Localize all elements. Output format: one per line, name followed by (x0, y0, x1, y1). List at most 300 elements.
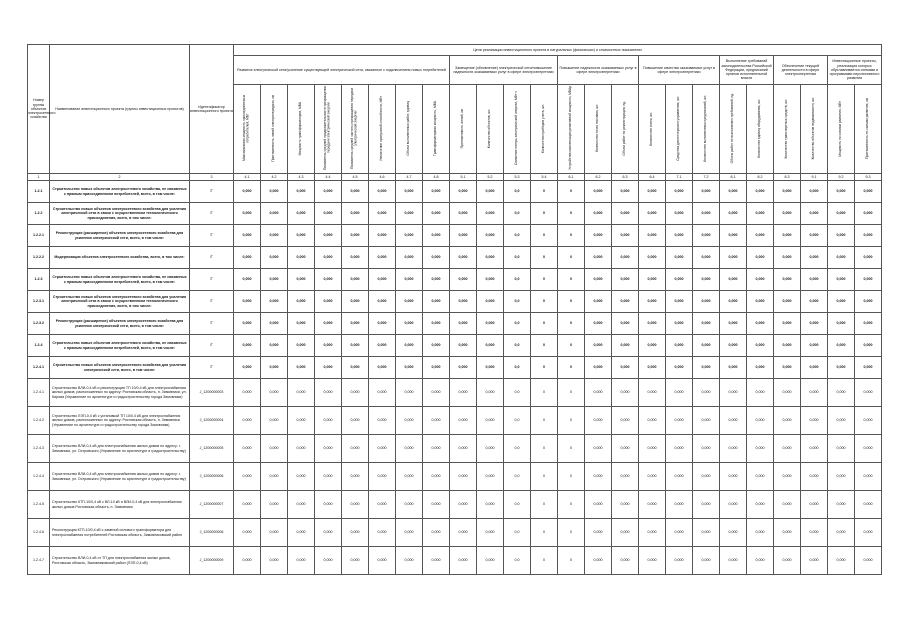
row-value-cell: 0,0 (504, 519, 531, 547)
row-value-cell: 0,000 (585, 247, 612, 269)
table-row (28, 463, 882, 491)
row-value-cell: 0,000 (693, 379, 720, 407)
row-value-cell: 0,000 (666, 463, 693, 491)
row-value-cell: 0,000 (612, 181, 639, 203)
row-value-cell: 0,000 (801, 491, 828, 519)
row-value-cell: 0,000 (720, 313, 747, 335)
row-value-cell: 0,000 (774, 269, 801, 291)
row-value-cell: 0 (558, 247, 585, 269)
row-value-cell: 0,0 (504, 357, 531, 379)
row-value-cell: 0,000 (234, 379, 261, 407)
row-value-cell: 0,000 (585, 491, 612, 519)
column-number-cell: 4.7 (396, 174, 423, 181)
header-subcol-18 (693, 85, 720, 174)
row-value-cell: 0,000 (666, 335, 693, 357)
row-value-cell: 0 (531, 291, 558, 313)
row-value-cell: 0,000 (342, 407, 369, 435)
header-subcol-label: Устройства компенсации реактивной мощности, МВАр (568, 86, 573, 171)
row-value-cell: 0,000 (450, 435, 477, 463)
row-value-cell: 0,000 (234, 225, 261, 247)
row-value-cell: 0,000 (450, 291, 477, 313)
header-subcol-21 (774, 85, 801, 174)
row-value-cell: 0,000 (639, 291, 666, 313)
row-id-cell: J_1200000009 (190, 547, 234, 575)
row-value-cell: 0,000 (585, 269, 612, 291)
row-value-cell: 0,000 (720, 491, 747, 519)
column-number-cell: 5.3 (504, 174, 531, 181)
row-value-cell: 0,000 (639, 335, 666, 357)
row-value-cell: 0,000 (315, 203, 342, 225)
row-value-cell: 0,000 (747, 247, 774, 269)
row-value-cell: 0,000 (828, 247, 855, 269)
row-value-cell: 0,000 (666, 435, 693, 463)
table-row (28, 181, 882, 203)
row-value-cell: 0,000 (693, 463, 720, 491)
investment-program-table-sheet (27, 44, 880, 614)
row-value-cell: 0,000 (639, 357, 666, 379)
row-value-cell: 0,000 (234, 435, 261, 463)
row-value-cell: 0,000 (261, 269, 288, 291)
header-top-group: Цели реализации инвестиционного проекта в натуральных (физических) и стоимостных показателях (234, 45, 882, 56)
row-value-cell: 0,000 (342, 463, 369, 491)
header-col-number: Номер группы объектов электросетевого хозяйства (28, 45, 50, 174)
header-subcol-7 (396, 85, 423, 174)
header-subcol-1 (234, 85, 261, 174)
row-value-cell: 0,000 (423, 547, 450, 575)
table-header (28, 45, 882, 174)
investment-table (27, 44, 882, 575)
row-value-cell: 0,000 (693, 407, 720, 435)
row-value-cell: 0,000 (693, 181, 720, 203)
header-subcol-label: Протяженность по схемам развития, км (865, 97, 870, 159)
row-value-cell: 0,000 (234, 203, 261, 225)
row-value-cell: 0,000 (693, 247, 720, 269)
row-value-cell: 0,000 (828, 203, 855, 225)
header-subcol-label: Объем выполненных работ, единиц (406, 101, 411, 156)
row-value-cell: 0,000 (828, 491, 855, 519)
row-value-cell: 0,000 (720, 463, 747, 491)
row-value-cell: 0,000 (288, 407, 315, 435)
table-row (28, 291, 882, 313)
row-name-cell: Реконструкция КТП-10/0,4 кВ с заменой силового трансформатора для электроснабжения потребителей Ростовская область, Зимовниковский район (50, 519, 190, 547)
row-value-cell: 0,000 (693, 435, 720, 463)
row-value-cell: 0,000 (396, 491, 423, 519)
row-value-cell: 0 (531, 247, 558, 269)
row-value-cell: 0,000 (288, 313, 315, 335)
row-value-cell: 0,000 (342, 357, 369, 379)
row-value-cell: 0,000 (747, 407, 774, 435)
row-value-cell: 0 (558, 519, 585, 547)
row-name-cell: Строительство ВЛИ-0,4 кВ от ТП для электроснабжения жилых домов, Ростовская область, Зимовниковский район (ЛЭП-0,4 кВ) (50, 547, 190, 575)
row-value-cell: 0,000 (342, 335, 369, 357)
row-value-cell: 0,000 (315, 335, 342, 357)
row-value-cell: 0,000 (288, 335, 315, 357)
column-number-cell: 4.5 (342, 174, 369, 181)
header-subcol-2 (261, 85, 288, 174)
column-number-cell: 5.2 (477, 174, 504, 181)
row-value-cell: 0,000 (774, 407, 801, 435)
header-group-1: Развитие электрической сети/усиление существующей электрической сети, связанное с подключением новых потребителей (234, 56, 450, 85)
row-value-cell: 0,000 (585, 379, 612, 407)
row-value-cell: 0,000 (639, 519, 666, 547)
row-value-cell: 0,000 (450, 407, 477, 435)
header-subcol-24 (855, 85, 882, 174)
row-number-cell: 1.2.4.1 (28, 379, 50, 407)
row-value-cell: 0,000 (315, 247, 342, 269)
row-number-cell: 1.2.2 (28, 203, 50, 225)
row-value-cell: 0,000 (396, 181, 423, 203)
row-name-cell: Строительство КТП-10/0,4 кВ с ВЛ-10 кВ и ВЛИ-0,4 кВ для электроснабжения жилых домов Ростовская область, п. Зимовники (50, 491, 190, 519)
row-value-cell: 0,000 (801, 357, 828, 379)
row-value-cell: 0,000 (855, 181, 882, 203)
row-value-cell: 0,000 (423, 463, 450, 491)
row-value-cell: 0,000 (720, 519, 747, 547)
row-value-cell: 0,000 (774, 181, 801, 203)
row-value-cell: 0,000 (666, 291, 693, 313)
row-name-cell: Строительство новых объектов электросетевого хозяйства для усиления электрической сети, всего, в том числе: (50, 357, 190, 379)
row-value-cell: 0,000 (234, 291, 261, 313)
row-value-cell: 0,000 (342, 291, 369, 313)
row-value-cell: 0,000 (855, 291, 882, 313)
row-value-cell: 0,000 (828, 379, 855, 407)
row-value-cell: 0,000 (666, 313, 693, 335)
row-value-cell: 0,000 (315, 463, 342, 491)
header-subcol-label: Трансформаторная мощность, МВА (433, 100, 438, 156)
row-number-cell: 1.2.4.4 (28, 463, 50, 491)
header-subcol-20 (747, 85, 774, 174)
row-name-cell: Строительство новых объектов электросетевого хозяйства, не связанных с прямым присоединением потребителей, всего, в том числе: (50, 269, 190, 291)
row-id-cell: J_1200000005 (190, 435, 234, 463)
row-value-cell: 0,000 (774, 335, 801, 357)
row-number-cell: 1.2.4 (28, 335, 50, 357)
row-value-cell: 0,000 (396, 407, 423, 435)
row-value-cell: 0,000 (801, 269, 828, 291)
table-row (28, 519, 882, 547)
row-value-cell: 0,000 (801, 519, 828, 547)
row-value-cell: 0,000 (261, 335, 288, 357)
column-number-cell: 4.2 (261, 174, 288, 181)
row-value-cell: 0,000 (342, 313, 369, 335)
row-value-cell: 0,000 (774, 491, 801, 519)
row-name-cell: Строительство новых объектов электросетевого хозяйства для усиления электрической сети в связи с осуществлением технологического присоединения, всего, в том числе: (50, 291, 190, 313)
row-value-cell: 0,000 (666, 519, 693, 547)
row-value-cell: 0,000 (423, 407, 450, 435)
row-value-cell: 0,000 (423, 313, 450, 335)
row-value-cell: 0,000 (747, 379, 774, 407)
row-value-cell: 0 (531, 463, 558, 491)
row-value-cell: 0,000 (288, 519, 315, 547)
row-value-cell: 0,000 (828, 407, 855, 435)
header-subcol-19 (720, 85, 747, 174)
row-value-cell: 0,000 (612, 463, 639, 491)
row-value-cell: 0,000 (612, 203, 639, 225)
row-value-cell: 0,000 (828, 313, 855, 335)
row-value-cell: 0,000 (828, 519, 855, 547)
header-subcol-22 (801, 85, 828, 174)
row-value-cell: 0,000 (585, 547, 612, 575)
row-value-cell: 0 (531, 225, 558, 247)
row-value-cell: 0,000 (369, 291, 396, 313)
row-value-cell: 0,000 (477, 291, 504, 313)
header-subcol-label: Количество транспортных средств, шт. (784, 98, 789, 159)
header-subcol-5 (342, 85, 369, 174)
table-row (28, 247, 882, 269)
row-value-cell: 0,000 (396, 291, 423, 313)
row-value-cell: 0,000 (261, 407, 288, 435)
row-value-cell: 0,000 (261, 519, 288, 547)
row-value-cell: 0,000 (369, 547, 396, 575)
row-value-cell: 0,000 (315, 313, 342, 335)
row-value-cell: 0,000 (801, 463, 828, 491)
row-value-cell: 0 (558, 357, 585, 379)
row-number-cell: 1.2.4.3 (28, 435, 50, 463)
row-name-cell: Строительство ЛЭП-0,4 кВ с установкой ТП 10/0,4 кВ для электроснабжения жилых домов, расположенных по адресу: Ростовская область, п. Зимовники (Управление по архитектуре и градостроительству города Зимовники) (50, 407, 190, 435)
row-value-cell: 0,000 (774, 225, 801, 247)
column-number-cell: 9.3 (855, 174, 882, 181)
row-value-cell: 0,000 (693, 519, 720, 547)
row-value-cell: 0,000 (396, 335, 423, 357)
row-value-cell: 0,000 (720, 379, 747, 407)
row-value-cell: 0,000 (747, 181, 774, 203)
row-value-cell: 0,000 (234, 463, 261, 491)
row-value-cell: 0,000 (639, 547, 666, 575)
row-value-cell: 0,000 (747, 463, 774, 491)
table-row (28, 407, 882, 435)
row-value-cell: 0,000 (639, 313, 666, 335)
row-value-cell: 0,000 (342, 269, 369, 291)
table-row (28, 335, 882, 357)
column-number-row (28, 174, 882, 181)
table-row (28, 435, 882, 463)
header-subcol-label: Максимальная мощность присоединяемых потребителей, МВт (242, 95, 250, 162)
row-value-cell: 0,000 (666, 407, 693, 435)
row-value-cell: 0,0 (504, 547, 531, 575)
row-id-cell: Г (190, 225, 234, 247)
row-value-cell: 0,000 (612, 269, 639, 291)
row-value-cell: 0,000 (369, 269, 396, 291)
row-value-cell: 0,000 (477, 181, 504, 203)
row-number-cell: 1.2.3 (28, 269, 50, 291)
row-value-cell: 0,000 (396, 435, 423, 463)
row-id-cell: Г (190, 313, 234, 335)
header-group-2: Замещение (обновление) электрической сети/повышение надежности оказываемых услуг в сфере электроэнергетики (450, 56, 558, 85)
row-value-cell: 0,000 (612, 379, 639, 407)
row-name-cell: Строительство ВЛИ-0,4 кВ для электроснабжения жилых домов по адресу: г. Зимовники, ул. Островского (Управление по архитектуре и градостроительству) (50, 435, 190, 463)
row-value-cell: 0,000 (693, 357, 720, 379)
row-value-cell: 0,000 (666, 225, 693, 247)
header-subcol-17 (666, 85, 693, 174)
header-subcol-label: Мощность трансформаторов, МВА (298, 101, 303, 156)
row-id-cell: Г (190, 181, 234, 203)
row-value-cell: 0,000 (261, 225, 288, 247)
row-value-cell: 0,000 (288, 357, 315, 379)
row-value-cell: 0,000 (801, 203, 828, 225)
header-subcol-label: Количество выполненных предписаний, шт. (703, 94, 708, 162)
row-value-cell: 0,000 (693, 335, 720, 357)
row-id-cell: J_1200000007 (190, 491, 234, 519)
row-value-cell: 0,000 (396, 357, 423, 379)
row-value-cell: 0,000 (261, 291, 288, 313)
row-value-cell: 0,000 (288, 181, 315, 203)
row-value-cell: 0,000 (855, 313, 882, 335)
table-row (28, 491, 882, 519)
row-value-cell: 0,000 (801, 313, 828, 335)
header-subcol-12 (531, 85, 558, 174)
row-number-cell: 1.2.2.2 (28, 247, 50, 269)
row-value-cell: 0,000 (720, 335, 747, 357)
row-value-cell: 0,000 (855, 379, 882, 407)
row-value-cell: 0,000 (828, 335, 855, 357)
row-value-cell: 0,000 (828, 435, 855, 463)
row-value-cell: 0,000 (828, 269, 855, 291)
row-value-cell: 0,0 (504, 247, 531, 269)
row-value-cell: 0,000 (720, 269, 747, 291)
row-value-cell: 0,000 (450, 547, 477, 575)
row-value-cell: 0,000 (261, 181, 288, 203)
row-value-cell: 0,000 (774, 463, 801, 491)
header-subcol-label: Протяженность линий электропередачи, км (271, 95, 276, 162)
row-value-cell: 0,000 (612, 357, 639, 379)
row-value-cell: 0,000 (720, 435, 747, 463)
row-value-cell: 0,000 (477, 379, 504, 407)
row-value-cell: 0 (558, 379, 585, 407)
row-value-cell: 0 (531, 313, 558, 335)
row-value-cell: 0,000 (315, 357, 342, 379)
row-value-cell: 0,000 (477, 407, 504, 435)
row-value-cell: 0,000 (234, 335, 261, 357)
row-value-cell: 0 (531, 181, 558, 203)
row-value-cell: 0,000 (450, 379, 477, 407)
row-value-cell: 0,000 (423, 203, 450, 225)
row-value-cell: 0,000 (828, 225, 855, 247)
column-number-cell: 7.1 (666, 174, 693, 181)
row-value-cell: 0,000 (342, 519, 369, 547)
table-row (28, 379, 882, 407)
row-value-cell: 0,000 (801, 247, 828, 269)
row-number-cell: 1.2.1 (28, 181, 50, 203)
row-value-cell: 0 (558, 181, 585, 203)
row-value-cell: 0,000 (315, 225, 342, 247)
row-value-cell: 0,000 (342, 247, 369, 269)
column-number-cell: 4.8 (423, 174, 450, 181)
row-value-cell: 0 (558, 203, 585, 225)
row-value-cell: 0,000 (234, 313, 261, 335)
row-value-cell: 0 (531, 379, 558, 407)
row-value-cell: 0,000 (450, 225, 477, 247)
row-value-cell: 0,000 (720, 181, 747, 203)
row-value-cell: 0,000 (639, 379, 666, 407)
row-value-cell: 0,000 (369, 225, 396, 247)
row-value-cell: 0 (558, 491, 585, 519)
row-value-cell: 0,000 (423, 435, 450, 463)
row-value-cell: 0,000 (369, 335, 396, 357)
row-value-cell: 0,000 (585, 225, 612, 247)
row-value-cell: 0,000 (774, 203, 801, 225)
row-value-cell: 0,000 (693, 203, 720, 225)
row-value-cell: 0,000 (828, 357, 855, 379)
row-value-cell: 0,000 (369, 491, 396, 519)
row-value-cell: 0,000 (585, 335, 612, 357)
row-number-cell: 1.2.4.5 (28, 491, 50, 519)
row-value-cell: 0,000 (801, 379, 828, 407)
row-value-cell: 0 (531, 203, 558, 225)
row-value-cell: 0,000 (477, 519, 504, 547)
row-value-cell: 0,000 (585, 313, 612, 335)
row-value-cell: 0,000 (477, 313, 504, 335)
row-value-cell: 0,000 (666, 247, 693, 269)
row-name-cell: Модернизация объектов электросетевого хозяйства, всего, в том числе: (50, 247, 190, 269)
header-subcol-11 (504, 85, 531, 174)
row-value-cell: 0,000 (720, 247, 747, 269)
row-value-cell: 0,000 (234, 407, 261, 435)
header-group-4: Повышение качества оказываемых услуг в сфере электроэнергетики (639, 56, 720, 85)
row-value-cell: 0,000 (450, 247, 477, 269)
row-value-cell: 0,000 (450, 181, 477, 203)
row-value-cell: 0,000 (612, 335, 639, 357)
row-value-cell: 0,000 (774, 379, 801, 407)
row-value-cell: 0,000 (747, 547, 774, 575)
column-number-cell: 4.6 (369, 174, 396, 181)
row-number-cell: 1.2.4.1 (28, 357, 50, 379)
row-value-cell: 0 (531, 547, 558, 575)
row-value-cell: 0,000 (639, 407, 666, 435)
row-value-cell: 0,000 (747, 435, 774, 463)
row-value-cell: 0,000 (423, 519, 450, 547)
row-value-cell: 0,000 (450, 519, 477, 547)
header-subcol-label: Снижение потерь электрической энергии, МВт·ч (514, 91, 519, 166)
row-value-cell: 0,000 (639, 269, 666, 291)
column-number-cell: 6.1 (558, 174, 585, 181)
row-name-cell: Строительство новых объектов электросетевого хозяйства, не связанных с прямым присоединением потребителей, всего, в том числе: (50, 181, 190, 203)
header-subcol-label: Объем работ по реконструкции, ед. (622, 101, 627, 156)
row-value-cell: 0,000 (288, 491, 315, 519)
row-id-cell: Г (190, 291, 234, 313)
table-body (28, 181, 882, 575)
row-value-cell: 0 (558, 291, 585, 313)
row-value-cell: 0,000 (639, 225, 666, 247)
header-subcol-14 (585, 85, 612, 174)
row-value-cell: 0,000 (585, 357, 612, 379)
header-subcol-label: Количество точек поставки, шт. (595, 104, 600, 153)
row-value-cell: 0,000 (855, 463, 882, 491)
row-value-cell: 0,000 (261, 435, 288, 463)
row-value-cell: 0,000 (828, 291, 855, 313)
row-value-cell: 0,000 (450, 313, 477, 335)
row-value-cell: 0,000 (855, 335, 882, 357)
row-value-cell: 0,000 (261, 547, 288, 575)
row-value-cell: 0,000 (828, 547, 855, 575)
header-subcol-label: Количество ячеек, шт. (649, 111, 654, 146)
row-value-cell: 0,000 (828, 181, 855, 203)
row-value-cell: 0,000 (666, 547, 693, 575)
header-subcol-13 (558, 85, 585, 174)
row-value-cell: 0,000 (369, 181, 396, 203)
row-value-cell: 0,000 (855, 547, 882, 575)
row-value-cell: 0,000 (369, 203, 396, 225)
row-value-cell: 0,000 (342, 203, 369, 225)
row-value-cell: 0,000 (801, 225, 828, 247)
row-value-cell: 0,000 (423, 335, 450, 357)
row-value-cell: 0,000 (234, 269, 261, 291)
row-value-cell: 0,000 (477, 463, 504, 491)
row-value-cell: 0,000 (288, 291, 315, 313)
row-value-cell: 0,000 (369, 435, 396, 463)
row-number-cell: 1.2.2.1 (28, 225, 50, 247)
row-value-cell: 0,000 (234, 547, 261, 575)
row-value-cell: 0,000 (342, 379, 369, 407)
row-value-cell: 0,000 (612, 225, 639, 247)
row-value-cell: 0,0 (504, 407, 531, 435)
